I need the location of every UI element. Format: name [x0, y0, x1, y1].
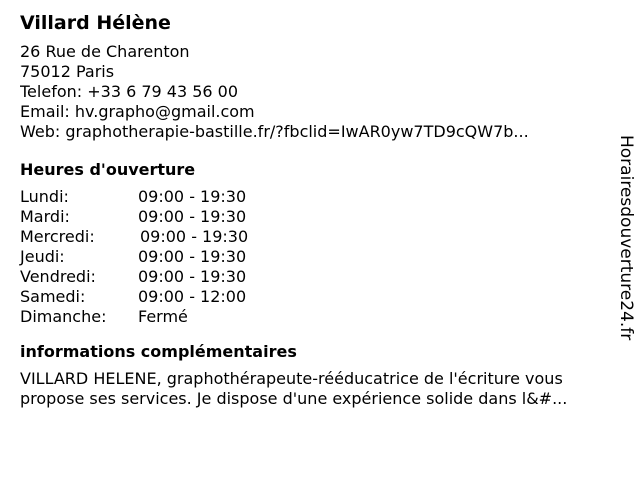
hours-time: 09:00 - 19:30 [138, 247, 247, 266]
hours-heading: Heures d'ouverture [20, 160, 196, 179]
business-name: Villard Hélène [20, 12, 171, 34]
address-street: 26 Rue de Charenton [20, 42, 190, 61]
hours-row-saturday [20, 287, 610, 307]
hours-time: 09:00 - 12:00 [138, 287, 247, 306]
hours-row-tuesday [20, 207, 610, 227]
info-heading: informations complémentaires [20, 342, 297, 361]
hours-table [20, 187, 610, 327]
hours-day: Lundi: [20, 187, 69, 206]
hours-time: 09:00 - 19:30 [138, 267, 247, 286]
hours-day: Vendredi: [20, 267, 96, 286]
hours-row-thursday [20, 247, 610, 267]
address-city: 75012 Paris [20, 62, 115, 81]
hours-row-sunday [20, 307, 610, 327]
hours-time: 09:00 - 19:30 [138, 207, 247, 226]
info-description-line-1: VILLARD HELENE, graphothérapeute-rééducatrice de l'écriture vous [20, 369, 563, 388]
hours-row-monday [20, 187, 610, 207]
hours-day: Samedi: [20, 287, 86, 306]
email-line: Email: hv.grapho@gmail.com [20, 102, 255, 121]
hours-time: 09:00 - 19:30 [140, 227, 249, 246]
hours-row-wednesday [20, 227, 610, 247]
web-line: Web: graphotherapie-bastille.fr/?fbclid=IwAR0yw7TD9cQW7b... [20, 122, 529, 141]
site-watermark: Horairesdouverture24.fr [616, 135, 636, 341]
hours-day: Jeudi: [20, 247, 65, 266]
hours-row-friday [20, 267, 610, 287]
hours-day: Dimanche: [20, 307, 107, 326]
business-card [20, 10, 610, 409]
hours-day: Mercredi: [20, 227, 95, 246]
hours-day: Mardi: [20, 207, 70, 226]
phone-line: Telefon: +33 6 79 43 56 00 [20, 82, 239, 101]
hours-time: 09:00 - 19:30 [138, 187, 247, 206]
info-description-line-2: propose ses services. Je dispose d'une expérience solide dans l&#... [20, 389, 568, 408]
hours-time: Fermé [138, 307, 188, 326]
